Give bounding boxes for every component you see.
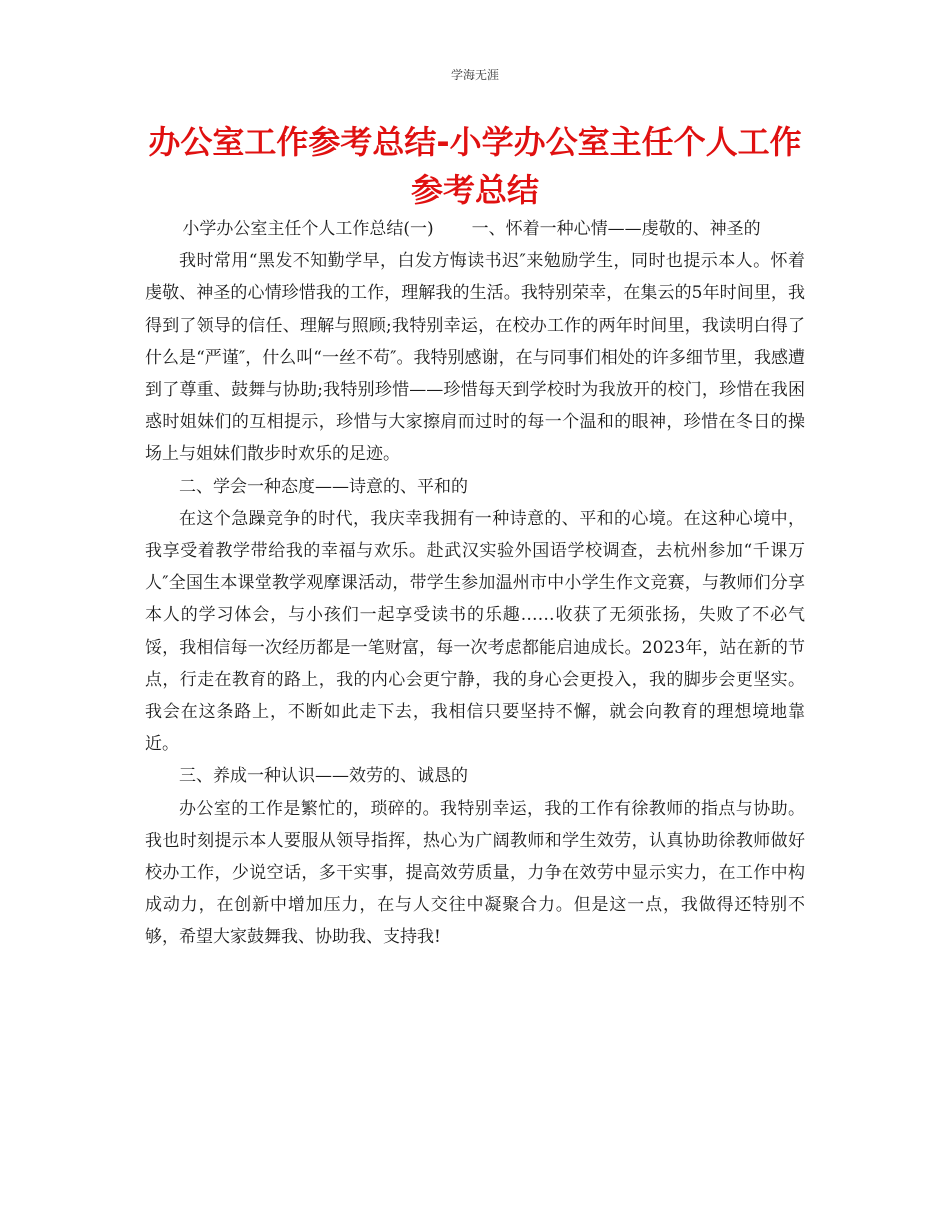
document-title: 办公室工作参考总结-小学办公室主任个人工作参考总结: [148, 123, 802, 209]
section-heading-3: 三、养成一种认识——效劳的、诚恳的: [179, 766, 468, 787]
paragraph: 我时常用“黑发不知勤学早，白发方悔读书迟″来勉励学生，同时也提示本人。怀着虔敬、神圣的心情珍惜我的工作，理解我的生活。我特别荣幸，在集云的5年时间里，我得到了领导的信任、理解与照顾;我特别幸运，在校办工作的两年时间里，我读明白得了什么是“严谨″，什么叫“一丝不苟″。我特别感谢，在与同事们相处的许多细节里，我感遭到了尊重、鼓舞与协助;我特别珍惜——珍惜每天到学校时为我放开的校门，珍惜在我困惑时姐妹们的互相提示，珍惜与大家擦肩而过时的每一个温和的眼神，珍惜在冬日的操场上与姐妹们散步时欢乐的足迹。: [145, 251, 805, 465]
page-header: 学海无涯: [450, 68, 499, 82]
section-heading-2: 二、学会一种态度——诗意的、平和的: [179, 476, 468, 497]
document-body: [145, 213, 805, 954]
section-heading-1: 一、怀着一种心情——虔敬的、神圣的: [471, 219, 761, 239]
paragraph: 在这个急躁竞争的时代，我庆幸我拥有一种诗意的、平和的心境。在这种心境中，我享受着教学带给我的幸福与欢乐。赴武汉实验外国语学校调查，去杭州参加“千课万人″全国生本课堂教学观摩课活动，带学生参加温州市中小学生作文竞赛，与教师们分享本人的学习体会，与小孩们一起享受读书的乐趣……收获了无须张扬，失败了不必气馁，我相信每一次经历都是一笔财富，每一次考虑都能启迪成长。2023年，站在新的节点，行走在教育的路上，我的内心会更宁静，我的身心会更投入，我的脚步会更坚实。我会在这条路上，不断如此走下去，我相信只要坚持不懈，就会向教育的理想境地靠近。: [145, 508, 805, 755]
intro-line: [145, 213, 805, 245]
intro-subtitle: 小学办公室主任个人工作总结(一): [182, 219, 434, 239]
paragraph: 办公室的工作是繁忙的，琐碎的。我特别幸运，我的工作有徐教师的指点与协助。我也时刻提示本人要服从领导指挥，热心为广阔教师和学生效劳，认真协助徐教师做好校办工作，少说空话，多干实事，提高效劳质量，力争在效劳中显示实力，在工作中构成动力，在创新中增加压力，在与人交往中凝聚合力。但是这一点，我做得还特别不够，希望大家鼓舞我、协助我、支持我!: [145, 798, 805, 948]
